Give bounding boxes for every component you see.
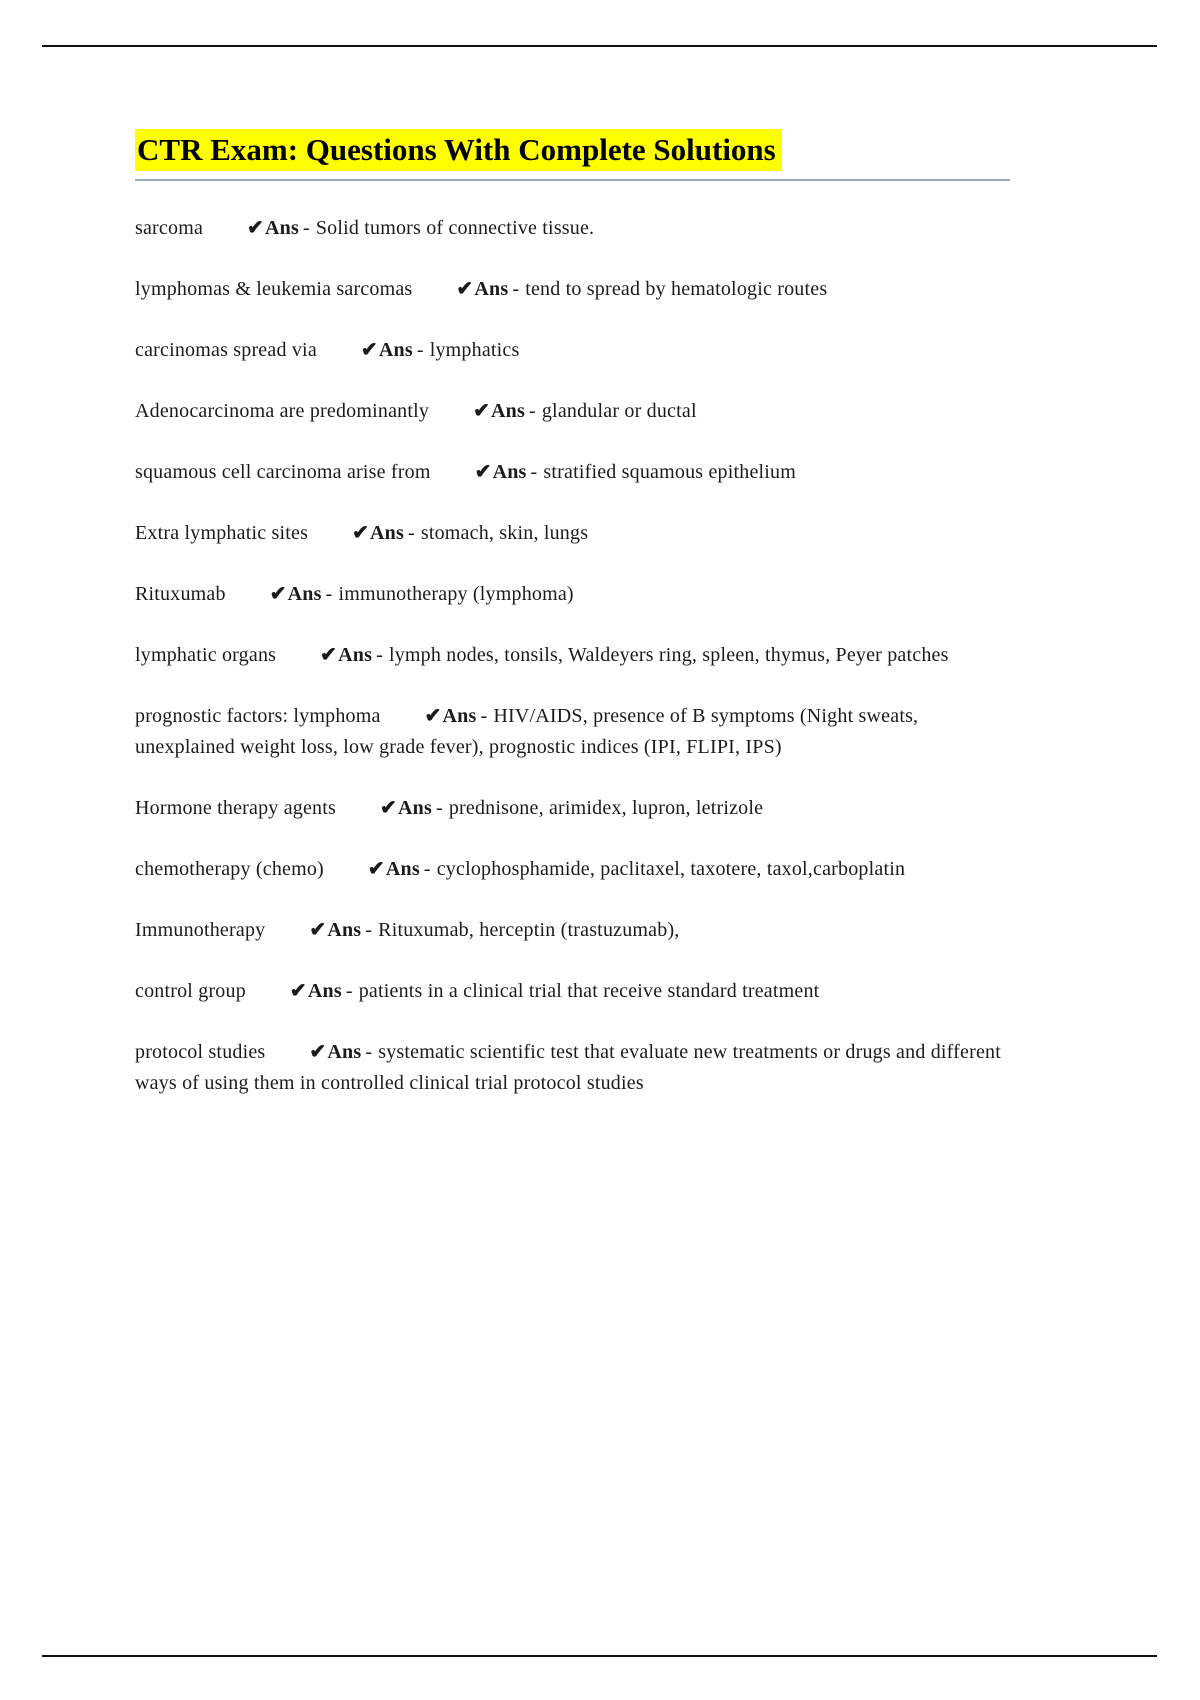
bottom-rule xyxy=(42,1655,1157,1657)
question-text: chemotherapy (chemo) xyxy=(135,858,324,881)
checkmark-icon: ✔ xyxy=(473,400,491,423)
answer-text: Solid tumors of connective tissue. xyxy=(315,217,595,240)
qa-list xyxy=(135,213,1010,1099)
answer-text: lymphatics xyxy=(429,339,520,362)
answer-marker xyxy=(456,278,508,300)
ans-label: Ans xyxy=(378,339,413,362)
question-text: prognostic factors: lymphoma xyxy=(135,705,381,728)
checkmark-icon: ✔ xyxy=(360,339,378,362)
checkmark-icon: ✔ xyxy=(309,919,327,942)
qa-item xyxy=(135,976,1010,1007)
title-underline xyxy=(135,179,1010,181)
answer-text: lymph nodes, tonsils, Waldeyers ring, spleen, thymus, Peyer patches xyxy=(388,644,949,667)
answer-marker xyxy=(309,919,361,941)
question-text: sarcoma xyxy=(135,217,204,240)
document-content xyxy=(135,130,1010,1129)
question-text: control group xyxy=(135,980,246,1003)
qa-item xyxy=(135,274,1010,305)
answer-text: glandular or ductal xyxy=(541,400,697,423)
qa-item xyxy=(135,457,1010,488)
dash-separator: - xyxy=(423,858,431,881)
question-text: Hormone therapy agents xyxy=(135,797,337,820)
answer-marker xyxy=(247,217,299,239)
checkmark-icon: ✔ xyxy=(352,522,370,545)
ans-label: Ans xyxy=(307,980,342,1003)
dash-separator: - xyxy=(480,705,488,728)
question-text: Rituxumab xyxy=(135,583,226,606)
answer-marker xyxy=(361,339,413,361)
answer-text: patients in a clinical trial that receive standard treatment xyxy=(358,980,820,1003)
answer-marker xyxy=(380,797,432,819)
answer-marker xyxy=(320,644,372,666)
dash-separator: - xyxy=(376,644,383,667)
question-text: lymphatic organs xyxy=(135,644,277,667)
ans-label: Ans xyxy=(370,522,404,545)
top-rule xyxy=(42,45,1157,47)
qa-item xyxy=(135,793,1010,824)
dash-separator: - xyxy=(512,278,520,301)
dash-separator: - xyxy=(528,400,536,423)
question-text: Immunotherapy xyxy=(135,919,266,942)
qa-item xyxy=(135,518,1010,549)
checkmark-icon: ✔ xyxy=(320,644,338,667)
dash-separator: - xyxy=(530,461,538,484)
dash-separator: - xyxy=(302,217,310,240)
checkmark-icon: ✔ xyxy=(289,980,307,1003)
question-text: protocol studies xyxy=(135,1041,266,1064)
qa-item xyxy=(135,701,1010,763)
answer-text: HIV/AIDS, presence of B symptoms (Night sweats, unexplained weight loss, low grade fever), prognostic indices (IPI, FLIPI, IPS) xyxy=(135,705,919,759)
answer-marker xyxy=(425,705,477,727)
answer-text: Rituxumab, herceptin (trastuzumab), xyxy=(378,919,680,942)
answer-marker xyxy=(290,980,342,1002)
answer-text: systematic scientific test that evaluate new treatments or drugs and different ways of using them in controlled clinical trial protocol studies xyxy=(135,1041,1002,1095)
qa-item xyxy=(135,335,1010,366)
question-text: Adenocarcinoma are predominantly xyxy=(135,400,430,423)
ans-label: Ans xyxy=(474,278,509,301)
answer-marker xyxy=(270,583,322,605)
page-title xyxy=(135,130,1010,170)
question-text: squamous cell carcinoma arise from xyxy=(135,461,431,484)
checkmark-icon: ✔ xyxy=(309,1041,327,1064)
checkmark-icon: ✔ xyxy=(247,217,264,240)
answer-text: prednisone, arimidex, lupron, letrizole xyxy=(448,797,764,820)
ans-label: Ans xyxy=(491,400,525,423)
answer-text: stratified squamous epithelium xyxy=(543,461,797,484)
dash-separator: - xyxy=(416,339,424,362)
answer-text: tend to spread by hematologic routes xyxy=(525,278,828,301)
ans-label: Ans xyxy=(442,705,477,728)
dash-separator: - xyxy=(365,919,373,942)
checkmark-icon: ✔ xyxy=(456,278,474,301)
qa-item xyxy=(135,396,1010,427)
question-text: Extra lymphatic sites xyxy=(135,522,309,545)
ans-label: Ans xyxy=(492,461,527,484)
checkmark-icon: ✔ xyxy=(424,705,442,728)
ans-label: Ans xyxy=(327,1041,362,1064)
ans-label: Ans xyxy=(265,217,299,240)
dash-separator: - xyxy=(345,980,353,1003)
qa-item xyxy=(135,854,1010,885)
ans-label: Ans xyxy=(338,644,373,667)
dash-separator: - xyxy=(407,522,415,545)
qa-item xyxy=(135,213,1010,244)
ans-label: Ans xyxy=(385,858,420,881)
answer-text: cyclophosphamide, paclitaxel, taxotere, taxol,carboplatin xyxy=(436,858,906,881)
ans-label: Ans xyxy=(287,583,322,606)
dash-separator: - xyxy=(325,583,333,606)
checkmark-icon: ✔ xyxy=(367,858,385,881)
answer-marker xyxy=(475,461,527,483)
qa-item xyxy=(135,640,1010,671)
question-text: carcinomas spread via xyxy=(135,339,317,362)
ans-label: Ans xyxy=(327,919,362,942)
answer-text: stomach, skin, lungs xyxy=(420,522,589,545)
checkmark-icon: ✔ xyxy=(269,583,287,606)
qa-item xyxy=(135,915,1010,946)
answer-marker xyxy=(473,400,525,422)
qa-item xyxy=(135,579,1010,610)
ans-label: Ans xyxy=(397,797,432,820)
answer-text: immunotherapy (lymphoma) xyxy=(338,583,574,606)
answer-marker xyxy=(352,522,404,544)
qa-item xyxy=(135,1037,1010,1099)
answer-marker xyxy=(368,858,420,880)
title-highlight: CTR Exam: Questions With Complete Solutions xyxy=(135,129,782,171)
question-text: lymphomas & leukemia sarcomas xyxy=(135,278,413,301)
checkmark-icon: ✔ xyxy=(380,797,397,820)
dash-separator: - xyxy=(365,1041,373,1064)
answer-marker xyxy=(309,1041,361,1063)
dash-separator: - xyxy=(435,797,443,820)
checkmark-icon: ✔ xyxy=(474,461,492,484)
